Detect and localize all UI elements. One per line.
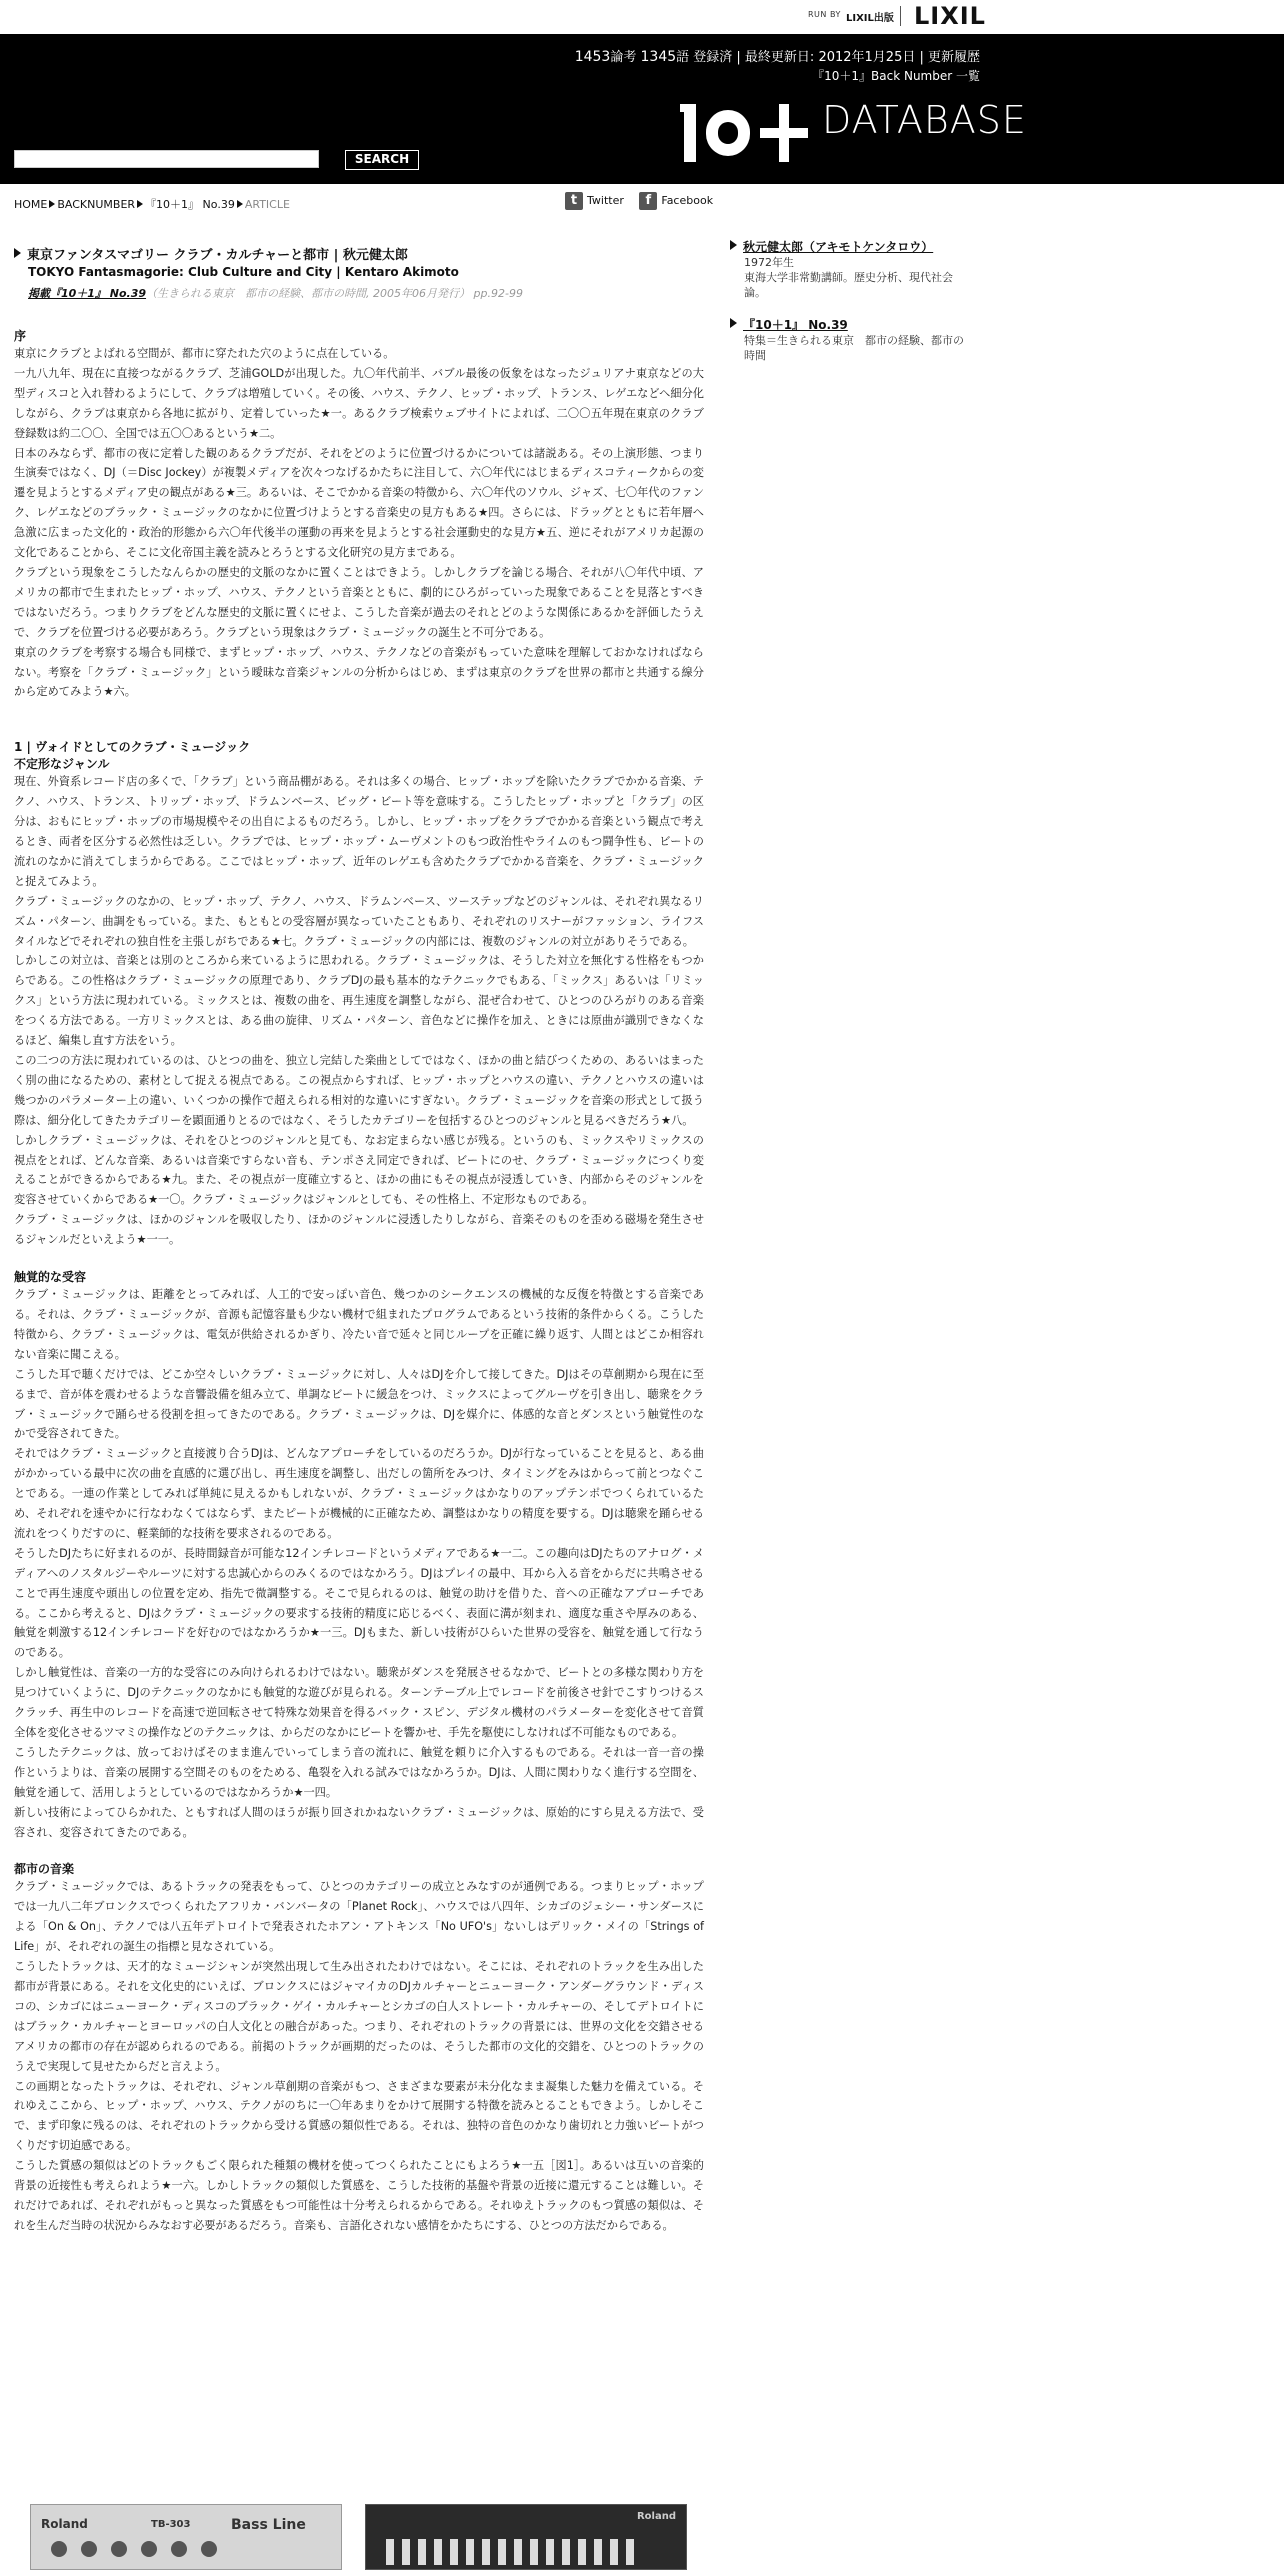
facebook-label: Facebook: [661, 194, 714, 207]
search-button[interactable]: SEARCH: [345, 150, 419, 170]
paragraph: 東京にクラブとよばれる空間が、都市に穿たれた穴のように点在している。: [14, 347, 395, 360]
article: [14, 244, 704, 2236]
search-input[interactable]: [14, 150, 319, 168]
paragraph: それではクラブ・ミュージックと直接渡り合うDJは、どんなアプローチをしているのだろうか。DJが行なっていることを見ると、ある曲がかかっている最中に次の曲を直感的に選び出し、再生速度を調整し、出だしの箇所をみつけ、タイミングをみはからって前とつなぐことである。一連の作業としてみれば単純に見えるかもしれないが、クラブ・ミュージックはかなりのアップテンポでつくられているため、それぞれを速やかに行なわなくてはならず、またピートが機械的に正確なため、調整はかなりの精度を要する。DJは聴衆を踊らせる流れをつくりだすのに、軽業師的な技術を要求されるのである。: [14, 1447, 704, 1540]
breadcrumb-backnumber[interactable]: BACKNUMBER: [57, 198, 136, 211]
paragraph: クラブ・ミュージックは、ほかのジャンルを吸収したり、ほかのジャンルに浸透したりしながら、音楽そのものを歪める磁場を発生させるジャンルだといえよう★一一。: [14, 1213, 704, 1247]
figure-row: [30, 2504, 690, 2568]
breadcrumb-home[interactable]: HOME: [14, 198, 48, 211]
fig2-brand: Roland: [636, 2511, 676, 2522]
paragraph: しかしクラブ・ミュージックは、それをひとつのジャンルと見ても、なお定まらない感じが残る。というのも、ミックスやリミックスの視点をとれば、どんな音楽、あるいは音楽ですらない音も、テンポさえ同定できれば、ビートにのせ、クラブ・ミュージックにつくり変えることができるからである★九。また、その視点が一度確立すると、ほかの曲にもその視点が浸透していき、内部からそのジャンルを変容させていくからである★一〇。クラブ・ミュージックはジャンルとしても、その性格上、不定形なものである。: [14, 1133, 704, 1207]
subsection-heading: 触覚的な受容: [14, 1270, 87, 1285]
triangle-right-icon: [730, 318, 737, 328]
paragraph: こうしたトラックは、天才的なミュージシャンが突然出現して生み出されたわけではない。そこには、それぞれのトラックを生み出した都市が背景にある。それを文化史的にいえば、ブロンクスにはジャマイカのDJカルチャーとニューヨーク・アンダーグラウンド・ディスコの、シカゴにはニューヨーク・ディスコのブラック・ゲイ・カルチャーとシカゴの白人ストレート・カルチャーの、そしてデトロイトにはブラック・カルチャーとヨーロッパの白人文化との融合があった。つまり、それぞれのトラックの背景には、世界の文化を交錯させるアメリカの都市の存在が認められるのである。前掲のトラックが画期的だったのは、そうした都市の文化的交錯を、ひとつのトラックのうえで実現して見せたからだと言えよう。: [14, 1960, 704, 2073]
facebook-icon: f: [639, 192, 657, 210]
author-block: [730, 236, 970, 300]
issue-link[interactable]: 掲載『10＋1』 No.39: [28, 287, 147, 300]
articles-count: 1453: [574, 49, 611, 65]
paragraph: そうしたDJたちに好まれるのが、長時間録音が可能な12インチレコードというメディアである★一二。この趣向はDJたちのアナログ・メディアへのノスタルジーやルーツに対する忠誠心からのみくるのではなかろう。DJはプレイの最中、耳から入る音をからだに共鳴させることで再生速度や頭出しの位置を定め、指先で微調整する。そこで見られるのは、触覚の助けを借りた、音への正確なアプローチである。ここから考えると、DJはクラブ・ミュージックの要求する技術的精度に応じるべく、表面に溝が刻まれ、適度な重さや厚みのある、触覚を刺激する12インチレコードを好むのではなかろうか★一三。DJもまた、新しい技術がひらいた世界の受容を、触覚を通して行なうのである。: [14, 1546, 704, 1660]
article-title: [14, 244, 704, 263]
synth-photo-drum-machine[interactable]: [365, 2504, 687, 2570]
paragraph: この画期となったトラックは、それぞれ、ジャンル草創期の音楽がもつ、さまざまな要素が未分化なまま凝集した魅力を備えている。それゆえここから、ヒップ・ホップ、ハウス、テクノがのちに一〇年あまりをかけて展開する特徴を読みとることもできよう。しかしそこで、まず印象に残るのは、それぞれのトラックから受ける質感の類似性である。それは、独特の音色のかなり歯切れと力強いビートがつくりだす切迫感である。: [14, 2079, 704, 2153]
chevron-right-icon: [49, 200, 55, 208]
fig1-model: TB-303: [151, 2519, 191, 2530]
top-strip: [0, 0, 1284, 34]
backnumber-link[interactable]: 『10＋1』Back Number 一覧: [812, 69, 980, 83]
lixil-logo[interactable]: LIXIL: [914, 2, 986, 30]
article-meta: [28, 285, 704, 301]
10plus1-logo-icon[interactable]: [680, 104, 810, 162]
divider: [900, 6, 901, 26]
synth-photo-tb303[interactable]: [30, 2504, 342, 2570]
chevron-right-icon: [137, 200, 143, 208]
paragraph: クラブという現象をこうしたなんらかの歴史的文脈のなかに置くことはできよう。しかしクラブを論じる場合、それが八〇年代中頃、アメリカの都市で生まれたヒップ・ホップ、ハウス、テクノという音楽とともに、劇的にひろがっていった現象であることを見落とすべきではないだろう。つまりクラブをどんな歴史的文脈に置くにせよ、こうした音楽が過去のそれとどのような関係にあるかを評価したうえで、クラブを位置づける必要があろう。クラブという現象はクラブ・ミュージックの誕生と不可分である。: [14, 565, 704, 639]
article-subtitle: TOKYO Fantasmagorie: Club Culture and City | Kentaro Akimoto: [28, 265, 459, 279]
paragraph: クラブ・ミュージックでは、あるトラックの発表をもって、ひとつのカテゴリーの成立とみなすのが通例である。つまりヒップ・ホップでは一九八二年ブロンクスでつくられたアフリカ・バンバータの「Planet Rock」、ハウスでは八四年、シカゴのジェシー・サンダースによる「On & On」、テクノでは八五年デトロイトで発表されたホアン・アトキンス「No UFO's」ないしはデリック・メイの「Strings of Life」が、それぞれの誕生の指標と見なされている。: [14, 1880, 704, 1954]
issue-block: [730, 314, 970, 363]
paragraph: 一九八九年、現在に直接つながるクラブ、芝浦GOLDが出現した。九〇年代前半、バブル最後の仮象をはなったジュリアナ東京などの大型ディスコと入れ替わるようにして、クラブは増殖していく。その後、ハウス、テクノ、ヒップ・ホップ、トランス、レゲエなどへ細分化しながら、クラブは東京から各地に拡がり、定着していった★一。あるクラブ検索ウェブサイトによれば、二〇〇五年現在東京のクラブ登録数は約二〇〇、全国では五〇〇あるという★二。: [14, 366, 704, 440]
paragraph: こうした質感の類似はどのトラックもごく限られた種類の機材を使ってつくられたことにもよろう★一五［図1］。あるいは互いの音楽的背景の近接性も考えられよう★一六。しかしトラックの類似した質感を、こうした技術的基盤や背景の近接に還元することは難しい。それだけであれば、それぞれがもっと異なった質感をもつ可能性は十分考えられるからである。それゆえトラックのもつ質感の類似は、それを生んだ当時の状況からみなおす必要があるだろう。音楽も、言語化されない感情をかたちにする、ひとつの方法だからである。: [14, 2159, 704, 2232]
paragraph: 現在、外資系レコード店の多くで、「クラブ」という商品棚がある。それは多くの場合、ヒップ・ホップを除いたクラブでかかる音楽、テクノ、ハウス、トランス、トリップ・ホップ、ドラムンベース、ビッグ・ビート等を意味する。こうしたヒップ・ホップと「クラブ」の区分は、おもにヒップ・ホップの市場規模やその出自によるものだろう。しかし、ヒップ・ホップをクラブでかかる音楽という観点で考えるとき、両者を区分する必然性は乏しい。クラブでは、ヒップ・ホップ・ムーヴメントのもつ政治性やライムのもつ闘争性も、ビートの流れのなかに消えてしまうからである。ここではヒップ・ホップ、近年のレゲエも含めたクラブでかかる音楽を、クラブ・ミュージックと捉えてみよう。: [14, 775, 704, 888]
subsection-heading: 都市の音楽: [14, 1862, 75, 1877]
share-links: [565, 192, 725, 210]
paragraph: しかし触覚性は、音楽の一方的な受容にのみ向けられるわけではない。聴衆がダンスを発展させるなかで、ビートとの多様な関わり方を見つけていくように、DJのテクニックのなかにも触覚的な遊びが見られる。ターンテーブル上でレコードを前後させ針でこすりつけるスクラッチ、再生中のレコードを高速で逆回転させて特殊な効果音を得るバック・スピン、デジタル機材のパラメーターを変化させて音質全体を変化させるツマミの操作などのテクニックは、からだのなかにビートを響かせ、手先を駆使にしなければ不可能なものである。: [14, 1666, 704, 1739]
breadcrumb-issue[interactable]: 『10＋1』 No.39: [145, 198, 235, 211]
paragraph: この二つの方法に現われているのは、ひとつの曲を、独立し完結した楽曲としてではなく、ほかの曲と結びつくための、あるいはまった く別の曲になるための、素材として捉える視点である。この視点からすれば、ヒップ・ホップとハウスの違い、テクノとハウスの違いは幾つかのパラメーター上の違い、いくつかの操作で超えられる相対的な違いにすぎない。クラブ・ミュージックを音楽の形式として扱う際は、細分化してきたカテゴリーを顕面通りとるのではなく、そうしたカテゴリーを包括するひとつのジャンルと見るべきだろう★八。: [14, 1054, 704, 1127]
articles-label: 論考: [610, 50, 637, 65]
author-link[interactable]: 秋元健太郎（アキモトケンタロウ）: [743, 240, 934, 254]
twitter-label: Twitter: [587, 194, 624, 207]
paragraph: 東京のクラブを考察する場合も同様で、まずヒップ・ホップ、ハウス、テクノなどの音楽がもっていた意味を理解しておかなければならない。考察を「クラブ・ミュージック」という曖昧な音楽ジャンルの分析からはじめ、まずは東京のクラブを世界の都市と共通する線分から定めてみよう★六。: [14, 645, 704, 699]
section-heading: 1 | ヴォイドとしてのクラブ・ミュージック: [14, 740, 251, 755]
facebook-share[interactable]: [639, 192, 713, 210]
twitter-share[interactable]: [565, 192, 624, 210]
sidebar: [730, 236, 970, 377]
registered-label: 語 登録済: [676, 50, 733, 65]
last-updated-link[interactable]: | 最終更新日: 2012年1月25日 | 更新履歴: [736, 50, 980, 65]
article-title-text: 東京ファンタスマゴリー クラブ・カルチャーと都市 | 秋元健太郎: [27, 248, 408, 263]
triangle-right-icon: [730, 240, 737, 250]
issue-meta: （生きられる東京 都市の経験、都市の時間, 2005年06月発行） pp.92-99: [146, 287, 523, 300]
breadcrumb-current: ARTICLE: [244, 198, 290, 211]
registered-count: 1345: [640, 49, 677, 65]
issue-link-sidebar[interactable]: 『10＋1』 No.39: [743, 318, 848, 332]
paragraph: しかしこの対立は、音楽とは別のところから来ているように思われる。クラブ・ミュージックは、そうした対立を無化する性格をもつからである。この性格はクラブ・ミュージックの原理であり、クラブDJの最も基本的なテクニックでもある、「ミックス」あるいは「リミックス」という方法に現われている。ミックスとは、複数の曲を、再生速度を調整しながら、混ぜ合わせて、ひとつのひろがりのある音楽をつくる方法である。一方リミックスとは、ある曲の旋律、リズム・パターン、音色などに操作を加え、ときには原曲が識別できなくなるほど、編集し直す方法をいう。: [14, 954, 704, 1048]
issue-desc: 特集＝生きられる東京 都市の経験、都市の時間: [744, 334, 964, 362]
section-heading: 序: [14, 329, 27, 343]
subsection-heading: 不定形なジャンル: [14, 757, 110, 772]
paragraph: クラブ・ミュージックは、距離をとってみれば、人工的で安っぽい音色、幾つかのシークエンスの機械的な反復を特徴とする音楽である。それは、クラブ・ミュージックが、音源も記憶容量も少ない機材で組まれたプログラムであるという技術的条件からくる。こうした特徴から、クラブ・ミュージックは、電気が供給されるかぎり、冷たい音で延々と同じループを正確に繰り返す、人間とはどこか相容れない音楽に聞こえる。: [14, 1288, 704, 1361]
paragraph: こうしたテクニックは、放っておけばそのまま進んでいってしまう音の流れに、触覚を頼りに介入するものである。それは一音一音の操作というよりは、音楽の展開する空間そのものをためる、亀裂を入れる試みではなかろうか。DJは、人間に関わりなく進行する空間を、触覚を通して、活用しようとしているのではなかろうか★一四。: [14, 1745, 704, 1799]
breadcrumb: [14, 196, 290, 212]
twitter-icon: t: [565, 192, 583, 210]
fig1-label: Bass Line: [231, 2517, 306, 2533]
site-header: [0, 34, 1284, 184]
author-desc: 東海大学非常勤講師。歴史分析、現代社会論。: [744, 271, 953, 299]
author-born: 1972年生: [744, 256, 794, 269]
run-by-label: RUN BY: [808, 10, 841, 19]
triangle-right-icon: [14, 248, 21, 258]
paragraph: こうした耳で聴くだけでは、どこか空々しいクラブ・ミュージックに対し、人々はDJを介して接してきた。DJはその草創期から現在に至るまで、音が体を震わせるような音響設備を組み立て、単調なビートに緩急をつけ、ミックスによってグルーヴを引き出し、聴衆をクラブ・ミュージックで踊らせる役割を担ってきたのである。クラブ・ミュージックは、DJを媒介に、体感的な音とダンスという触覚性のなかで受容されてきた。: [14, 1367, 704, 1441]
fig1-brand: Roland: [41, 2517, 88, 2531]
chevron-right-icon: [237, 200, 243, 208]
paragraph: 新しい技術によってひらかれた、ともすれば人間のほうが振り回されかねないクラブ・ミュージックは、原始的にすら見える方法で、受容され、変容されてきたのである。: [14, 1805, 704, 1839]
site-stats: [575, 46, 980, 65]
database-logo-text: DATABASE: [822, 98, 1027, 142]
publisher-logo[interactable]: LIXIL出版: [846, 13, 894, 24]
paragraph: クラブ・ミュージックのなかの、ヒップ・ホップ、テクノ、ハウス、ドラムンベース、ツーステップなどのジャンルは、それぞれ異なるリズム・パターン、曲調をもっている。また、もともとの受容層が異なっていたこともあり、それぞれのリスナーがファッション、ライフスタイルなどでそれぞれの独自性を主張しがちである★七。クラブ・ミュージックの内部には、複数のジャンルの対立がありそうである。: [14, 894, 704, 948]
paragraph: 日本のみならず、都市の夜に定着した観のあるクラブだが、それをどのように位置づけるかについては諸説ある。その上演形態、つまり生演奏ではなく、DJ（＝Disc Jockey）が複製メディアを次々つなげるかたちに注目して、六〇年代にはじまるディスコティークからの変遷を見ようとするメディア史の観点がある★三。あるいは、そこでかかる音楽の特徴から、六〇年代のソウル、ジャズ、七〇年代のファンク、レゲエなどのブラック・ミュージックのなかに位置づけようとする音楽史の見方もある★四。さらには、ドラッグとともに若年層へ急激に広まった文化的・政治的形態から六〇年代後半の運動の再来を見ようとする社会運動史的な見方★五、逆にそれがアメリカ起源の文化であることから、そこに文化帝国主義を読みとろうとする文化研究の見方まである。: [14, 446, 705, 560]
